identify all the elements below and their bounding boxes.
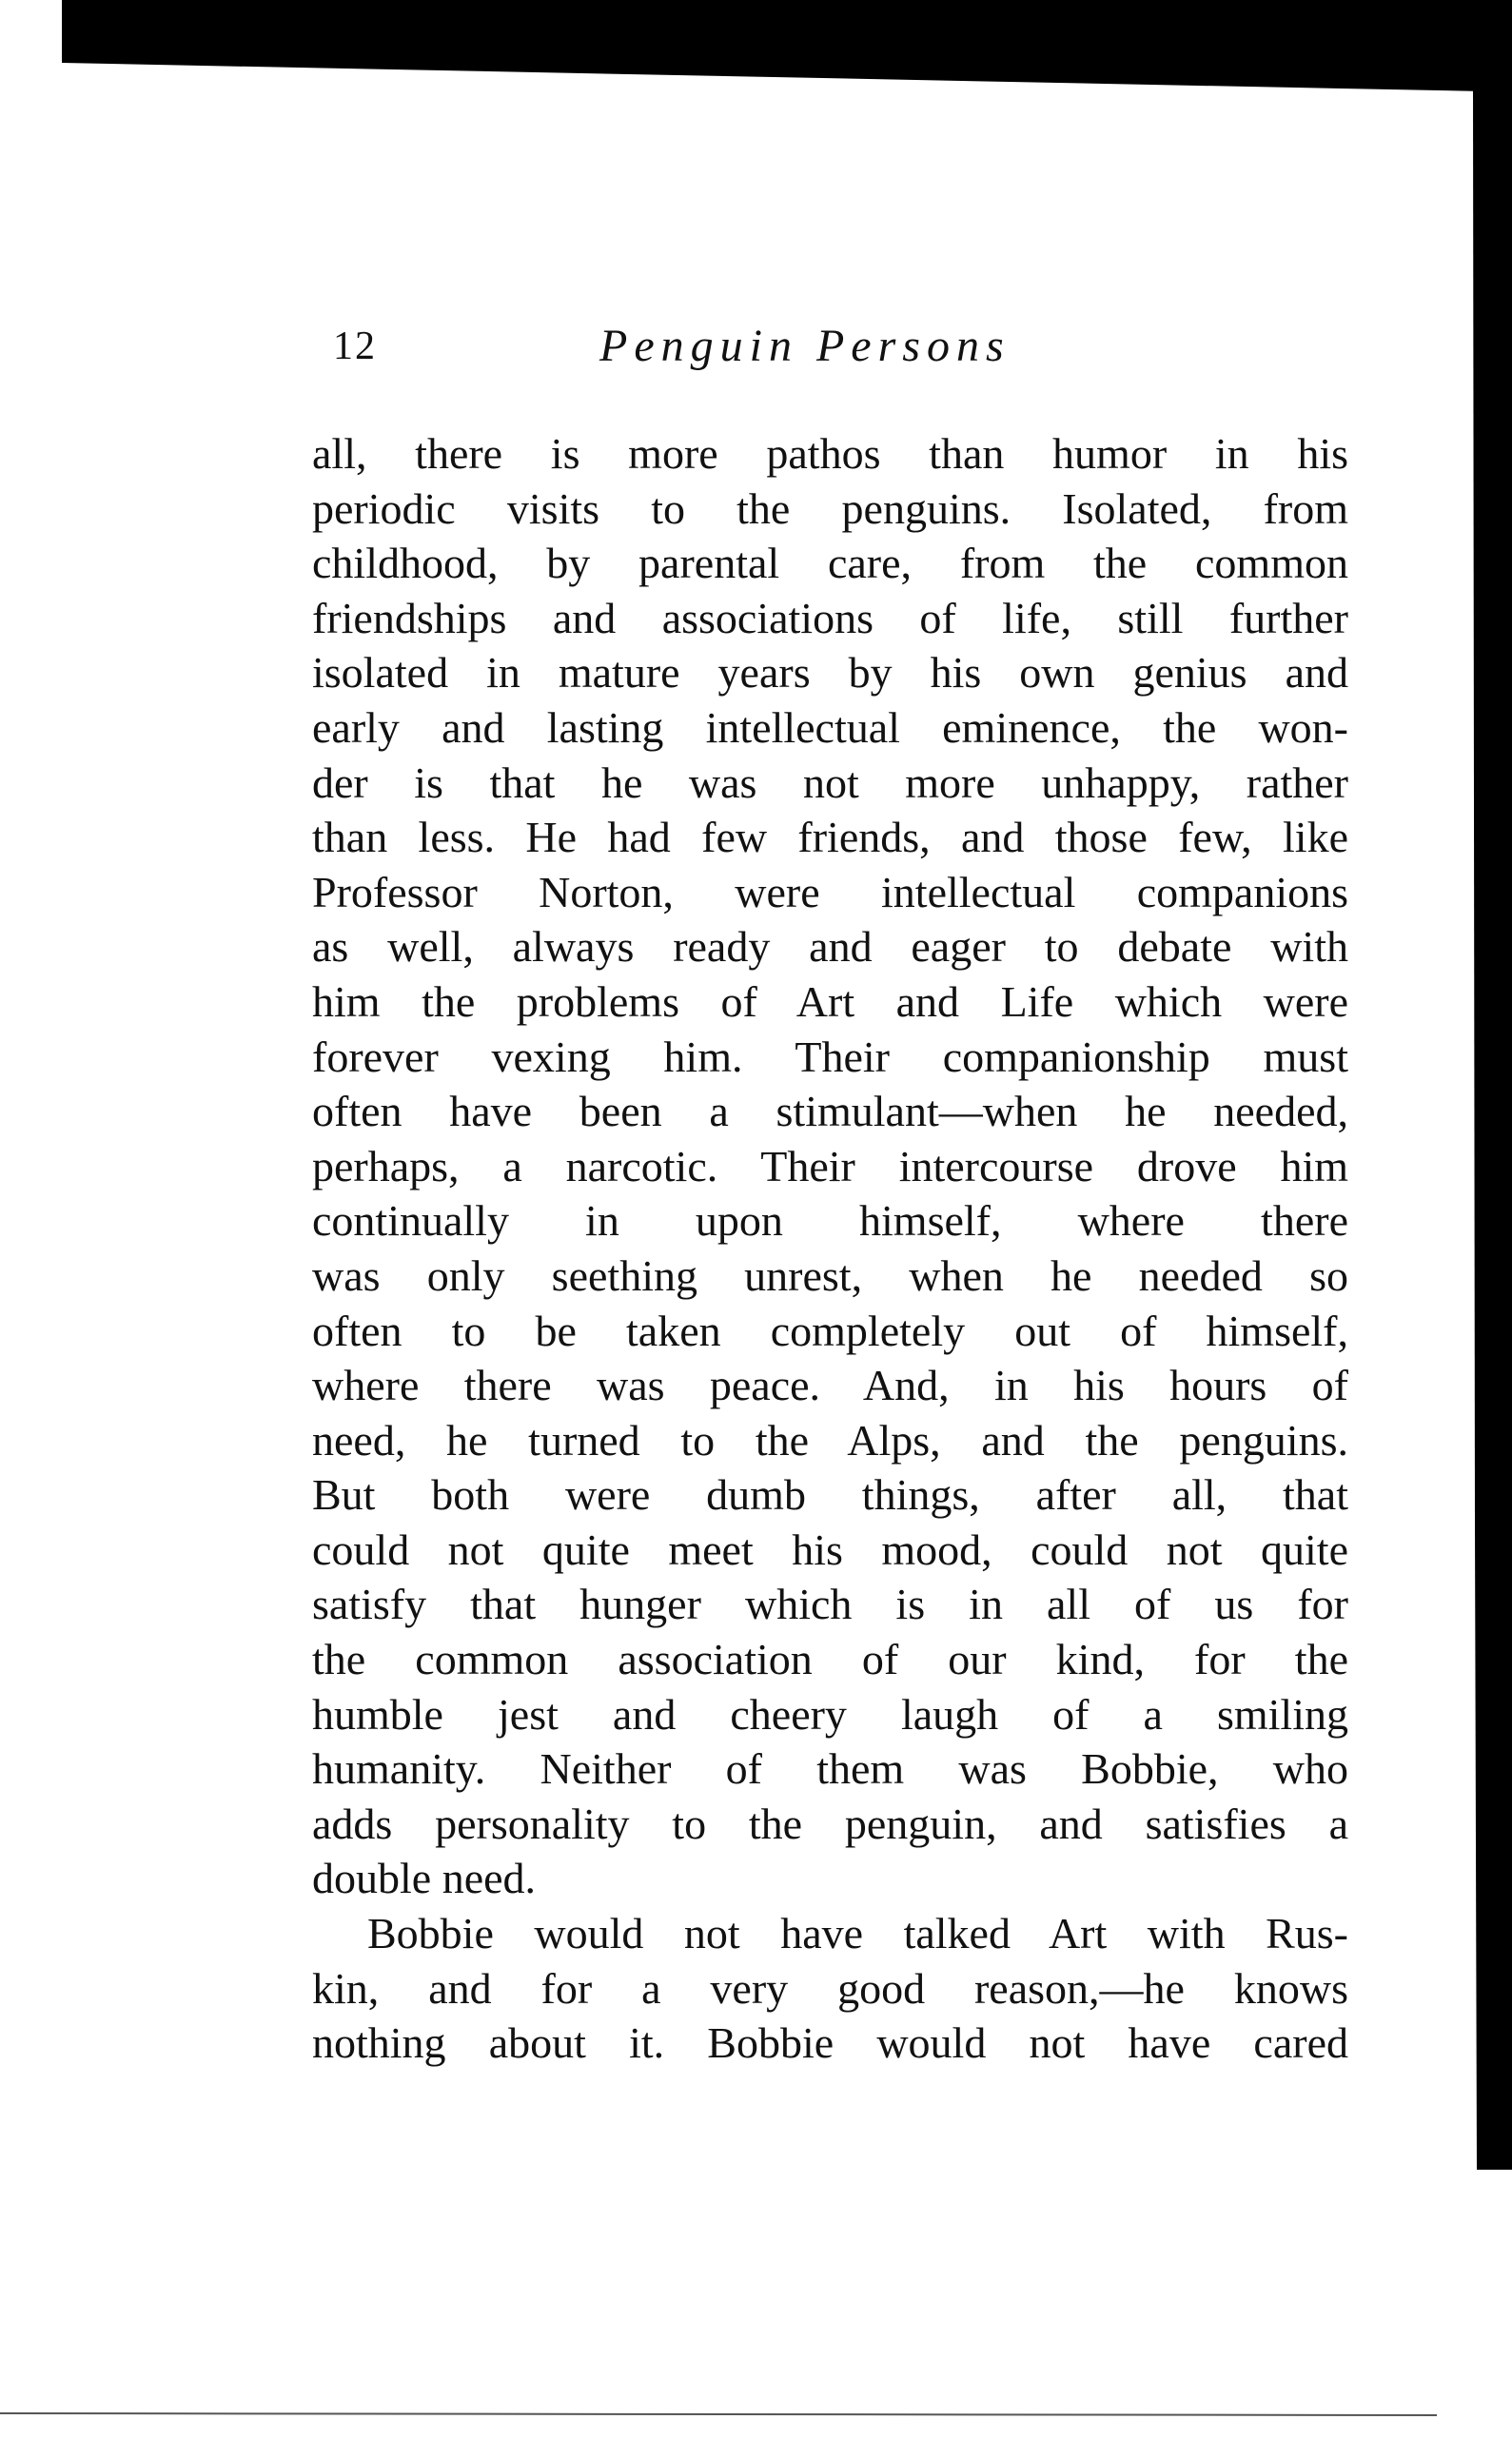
text-line: him the problems of Art and Life which were <box>312 976 1348 1026</box>
text-line: double need. <box>312 1854 537 1903</box>
right-black-edge <box>1473 86 1512 2170</box>
text-line: periodic visits to the penguins. Isolated, from <box>312 483 1348 533</box>
text-line: forever vexing him. Their companionship must <box>312 1032 1348 1081</box>
text-line: satisfy that hunger which is in all of us for <box>312 1580 1348 1629</box>
text-line: early and lasting intellectual eminence, the won- <box>312 702 1348 752</box>
text-line: all, there is more pathos than humor in his <box>312 429 1348 478</box>
text-line: adds personality to the penguin, and satisfies a <box>312 1799 1348 1848</box>
text-line: der is that he was not more unhappy, rather <box>312 757 1348 807</box>
running-head <box>0 321 1512 381</box>
text-line: need, he turned to the Alps, and the penguins. <box>312 1415 1348 1465</box>
text-line: often to be taken completely out of himself, <box>312 1306 1348 1355</box>
text-line: where there was peace. And, in his hours of <box>312 1361 1348 1410</box>
text-line: often have been a stimulant—when he needed, <box>312 1087 1348 1136</box>
text-line: But both were dumb things, after all, that <box>312 1470 1348 1520</box>
text-line: perhaps, a narcotic. Their intercourse drove him <box>312 1141 1348 1190</box>
text-line: Professor Norton, were intellectual companions <box>312 867 1348 916</box>
text-line: continually in upon himself, where there <box>312 1196 1348 1246</box>
text-line: as well, always ready and eager to debate with <box>312 922 1348 972</box>
text-line: friendships and associations of life, still further <box>312 593 1348 642</box>
text-line: isolated in mature years by his own genius and <box>312 648 1348 698</box>
text-line: nothing about it. Bobbie would not have cared <box>312 2018 1348 2068</box>
running-title: Penguin Persons <box>599 321 1011 371</box>
bottom-edge-line <box>0 2413 1437 2415</box>
text-line: the common association of our kind, for the <box>312 1635 1348 1684</box>
text-line: could not quite meet his mood, could not quite <box>312 1525 1348 1574</box>
text-line: than less. He had few friends, and those few, like <box>312 813 1348 862</box>
top-black-edge <box>62 0 1512 95</box>
text-line: humanity. Neither of them was Bobbie, who <box>312 1744 1348 1794</box>
text-line: childhood, by parental care, from the common <box>312 539 1348 588</box>
page-number: 12 <box>333 325 377 368</box>
text-line: Bobbie would not have talked Art with Rus- <box>367 1909 1348 1958</box>
text-line: was only seething unrest, when he needed so <box>312 1250 1348 1300</box>
body-text <box>312 426 1348 2071</box>
text-line: humble jest and cheery laugh of a smiling <box>312 1689 1348 1739</box>
text-line: kin, and for a very good reason,—he knows <box>312 1963 1348 2013</box>
